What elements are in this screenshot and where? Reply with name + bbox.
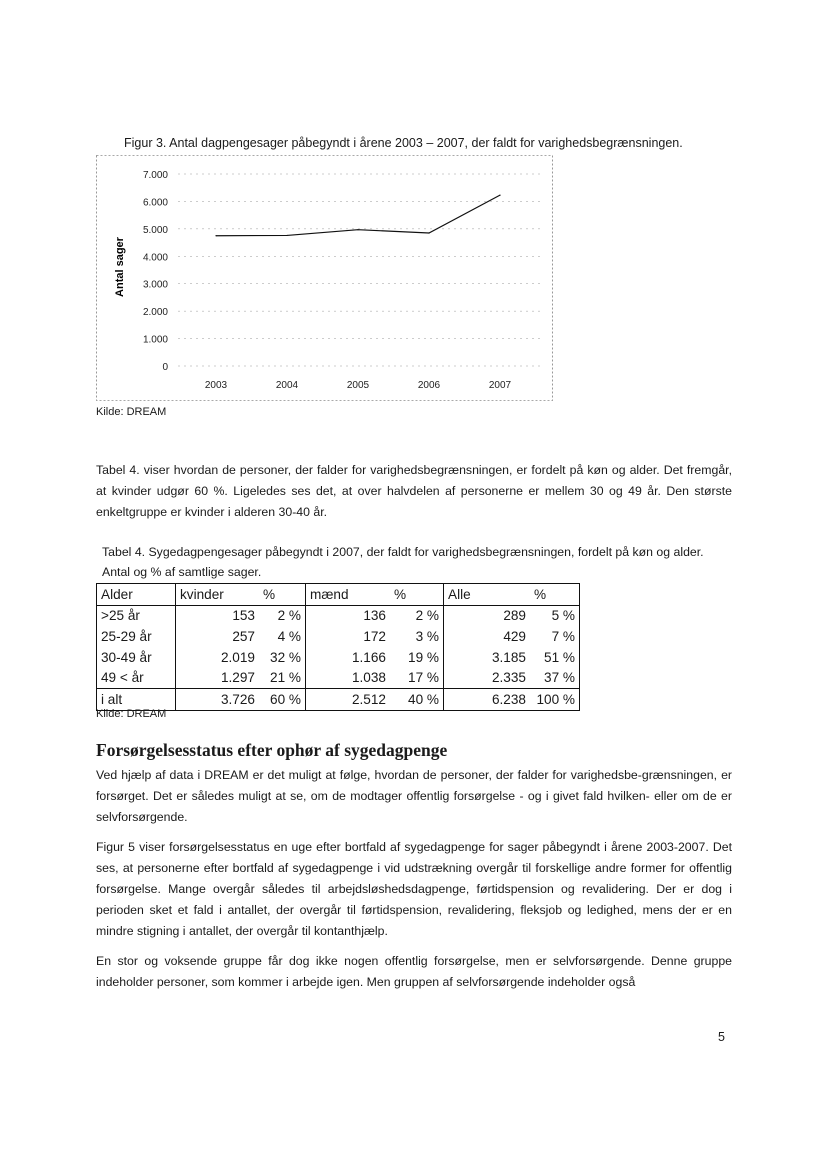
y-tick-label: 0 xyxy=(162,362,168,373)
table-header-row xyxy=(97,584,580,606)
cell-pct-maend: 17 % xyxy=(390,667,444,688)
cell-kvinder: 1.297 xyxy=(176,667,260,688)
y-tick-label: 7.000 xyxy=(142,170,168,181)
cell-pct-alle: 37 % xyxy=(530,667,580,688)
data-points xyxy=(215,195,500,237)
data-table xyxy=(96,583,580,711)
cell-pct-alle: 51 % xyxy=(530,647,580,668)
table-source: Kilde: DREAM xyxy=(96,708,167,720)
cell-pct-maend: 3 % xyxy=(390,626,444,647)
table-row xyxy=(97,605,580,626)
paragraph-text: Ved hjælp af data i DREAM er det muligt at følge, hvordan de personer, der falder for varighedsbe-grænsningen, er forsørget. Det er således muligt at se, om de modtager offentlig forsørgelse - og i givet fald hvilken- eller om de er selvforsørgende. xyxy=(96,768,732,824)
cell-pct-alle: 5 % xyxy=(530,605,580,626)
col-header-maend: mænd xyxy=(306,584,391,606)
col-header-pct-maend: % xyxy=(390,584,444,606)
col-header-alle: Alle xyxy=(444,584,531,606)
cell-pct-maend: 2 % xyxy=(390,605,444,626)
cell-pct-maend: 19 % xyxy=(390,647,444,668)
chart-gridlines xyxy=(178,174,544,366)
cell-age: >25 år xyxy=(97,605,176,626)
data-point xyxy=(428,232,429,233)
table-caption: Tabel 4. Sygedagpengesager påbegyndt i 2007, der faldt for varighedsbegrænsningen, fordelt på køn og alder. Antal og % af samtlige sager. xyxy=(102,545,704,579)
data-point xyxy=(215,235,216,236)
paragraph-table-intro xyxy=(96,460,732,523)
section-title: Forsørgelsesstatus efter ophør af sygedagpenge xyxy=(96,740,448,760)
section-paragraph-3 xyxy=(96,951,732,993)
figure-source: Kilde: DREAM xyxy=(96,406,167,418)
y-tick-label: 5.000 xyxy=(142,224,168,236)
figure-caption: Figur 3. Antal dagpengesager påbegyndt i årene 2003 – 2007, der faldt for varighedsbegrænsningen. xyxy=(124,136,683,150)
x-tick-label: 2006 xyxy=(417,380,441,391)
cell-alle: 6.238 xyxy=(444,688,531,710)
cell-pct-kvinder: 21 % xyxy=(259,667,306,688)
cell-maend: 2.512 xyxy=(306,688,391,710)
cell-alle: 429 xyxy=(444,626,531,647)
cell-age: 30-49 år xyxy=(97,647,176,668)
cell-pct-maend: 40 % xyxy=(390,688,444,710)
y-tick-label: 4.000 xyxy=(142,252,168,264)
cell-maend: 1.038 xyxy=(306,667,391,688)
line-chart xyxy=(96,155,553,401)
cell-kvinder: 2.019 xyxy=(176,647,260,668)
col-header-kvinder: kvinder xyxy=(176,584,260,606)
section-paragraph-2 xyxy=(96,837,732,942)
y-axis-label: Antal sager xyxy=(114,237,126,297)
col-header-alder: Alder xyxy=(97,584,176,606)
x-tick-label: 2003 xyxy=(204,380,228,391)
cell-maend: 1.166 xyxy=(306,647,391,668)
cell-alle: 3.185 xyxy=(444,647,531,668)
paragraph-text: Tabel 4. viser hvordan de personer, der falder for varighedsbegrænsningen, er fordelt på køn og alder. Det fremgår, at kvinder udgør 60 %. Ligeledes ses det, at over halvdelen af personerne er mellem 30 og 49 år. Den største enkeltgruppe er kvinder i alderen 30-40 år. xyxy=(96,463,732,519)
cell-pct-kvinder: 2 % xyxy=(259,605,306,626)
cell-pct-alle: 100 % xyxy=(530,688,580,710)
col-header-pct-kvinder: % xyxy=(259,584,306,606)
cell-alle: 2.335 xyxy=(444,667,531,688)
data-point xyxy=(499,195,500,196)
section-paragraph-1 xyxy=(96,765,732,828)
cell-kvinder: 153 xyxy=(176,605,260,626)
table-row xyxy=(97,667,580,688)
x-tick-label: 2005 xyxy=(346,380,370,391)
x-tick-labels xyxy=(205,380,512,391)
y-tick-label: 3.000 xyxy=(142,279,168,291)
table-row xyxy=(97,626,580,647)
cell-age: 49 < år xyxy=(97,667,176,688)
cell-age: i alt xyxy=(97,688,176,710)
x-tick-label: 2004 xyxy=(275,380,299,391)
paragraph-text: En stor og voksende gruppe får dog ikke nogen offentlig forsørgelse, men er selvforsørgende. Denne gruppe indeholder personer, som kommer i arbejde igen. Men gruppen af selvforsørgende indeholder også xyxy=(96,954,732,989)
table-row xyxy=(97,647,580,668)
data-point xyxy=(286,235,287,236)
cell-maend: 136 xyxy=(306,605,391,626)
table-total-row xyxy=(97,688,580,710)
cell-pct-kvinder: 32 % xyxy=(259,647,306,668)
data-point xyxy=(357,229,358,230)
y-tick-labels xyxy=(143,170,168,373)
cell-pct-kvinder: 60 % xyxy=(259,688,306,710)
cell-kvinder: 257 xyxy=(176,626,260,647)
cell-age: 25-29 år xyxy=(97,626,176,647)
x-tick-label: 2007 xyxy=(488,380,512,391)
cell-maend: 172 xyxy=(306,626,391,647)
page-number: 5 xyxy=(718,1030,725,1044)
cell-pct-kvinder: 4 % xyxy=(259,626,306,647)
y-tick-label: 6.000 xyxy=(142,197,168,209)
cell-pct-alle: 7 % xyxy=(530,626,580,647)
y-tick-label: 2.000 xyxy=(142,307,168,319)
cell-kvinder: 3.726 xyxy=(176,688,260,710)
col-header-pct-alle: % xyxy=(530,584,580,606)
y-tick-label: 1.000 xyxy=(142,334,168,346)
paragraph-text: Figur 5 viser forsørgelsesstatus en uge efter bortfald af sygedagpenge for sager påbegyndt i årene 2003-2007. Det ses, at personerne efter bortfald af sygedagpenge i vid udstrækning overgår til forskellige andre former for offentlig forsørgelse. Mange overgår således til arbejdsløshedsdagpenge, førtidspension og revalidering. Der er dog i perioden sket et fald i antallet, der overgår til førtidspension, revalidering, fleksjob og ledighed, mens der er en mindre stigning i antallet, der overgår til kontanthjælp. xyxy=(96,840,732,938)
cell-alle: 289 xyxy=(444,605,531,626)
